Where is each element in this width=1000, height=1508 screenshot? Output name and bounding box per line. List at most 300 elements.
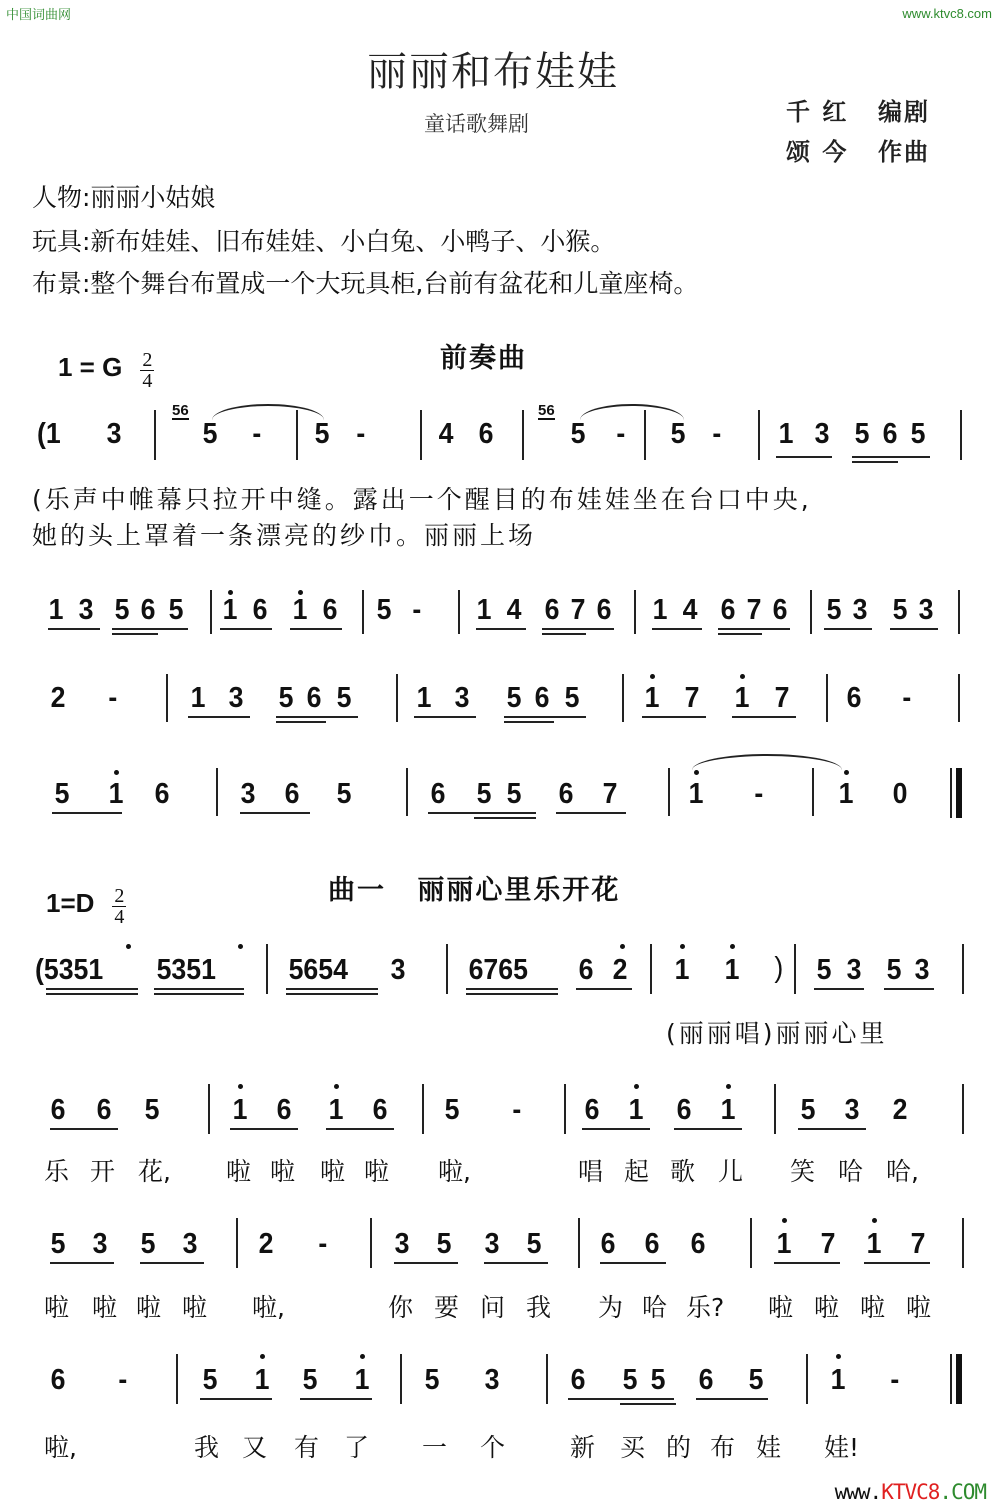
- note: 6: [676, 1094, 692, 1126]
- lyric-char: 哈: [642, 1293, 668, 1322]
- song1-lyric-line-3: [44, 1288, 944, 1324]
- note: 3: [814, 418, 830, 450]
- underline-eighth: [394, 1262, 458, 1264]
- note: 5: [424, 1364, 440, 1396]
- note: 3: [484, 1228, 500, 1260]
- note: 5: [506, 682, 522, 714]
- note: 7: [602, 778, 618, 810]
- underline-sixteenth: [46, 993, 138, 995]
- lyric-char: 我: [526, 1293, 552, 1322]
- note: 5: [302, 1364, 318, 1396]
- underline-eighth: [864, 1262, 930, 1264]
- song1-time-signature: $\frac{2}{4}$: [114, 885, 125, 928]
- barline: [960, 410, 962, 460]
- note: 3: [846, 954, 862, 986]
- lyric-char: 买: [620, 1433, 646, 1462]
- barline: [208, 1084, 210, 1134]
- note: 2: [892, 1094, 908, 1126]
- tie-slur: [692, 754, 842, 770]
- underline-sixteenth: [276, 721, 326, 723]
- barline: [958, 674, 960, 722]
- note: 5: [202, 418, 218, 450]
- note: -: [318, 1228, 328, 1260]
- note: 5: [910, 418, 926, 450]
- note: -: [512, 1094, 522, 1126]
- note: 1: [190, 682, 206, 714]
- underline-sixteenth: [466, 993, 558, 995]
- note: 6: [276, 1094, 292, 1126]
- lyric-char: 啦,: [44, 1433, 77, 1462]
- note: 6: [534, 682, 550, 714]
- note: 7: [684, 682, 700, 714]
- note: 5: [650, 1364, 666, 1396]
- note: 3: [390, 954, 406, 986]
- note: 5: [526, 1228, 542, 1260]
- underline-eighth: [428, 812, 536, 814]
- note: 5: [476, 778, 492, 810]
- lyric-char: 啦,: [438, 1157, 471, 1186]
- prelude-title: 前奏曲: [440, 343, 527, 374]
- barline: [216, 768, 218, 816]
- note: -: [890, 1364, 900, 1396]
- underline-sixteenth: [852, 461, 898, 463]
- prelude-key-signature: [58, 350, 154, 391]
- note: 3: [106, 418, 122, 450]
- note: 6: [644, 1228, 660, 1260]
- lyric-char: 啦: [270, 1157, 296, 1186]
- final-barline-thick: [956, 768, 962, 818]
- toys-line: 玩具:新布娃娃、旧布娃娃、小白兔、小鸭子、小猴。: [32, 227, 616, 256]
- underline-eighth: [230, 1128, 298, 1130]
- barline: [522, 410, 524, 460]
- song1-title: 曲一 丽丽心里乐开花: [328, 875, 621, 906]
- note: 6: [284, 778, 300, 810]
- note: 5: [114, 594, 130, 626]
- barline: [400, 1354, 402, 1404]
- barline: [826, 674, 828, 722]
- note: 2: [50, 682, 66, 714]
- lyric-char: 乐?: [686, 1293, 725, 1322]
- lyric-char: 啦: [364, 1157, 390, 1186]
- lyric-char: 问: [480, 1293, 506, 1322]
- high-octave-dot: [844, 770, 849, 775]
- underline-eighth: [576, 988, 632, 990]
- barline: [812, 768, 814, 816]
- high-octave-dot: [730, 944, 735, 949]
- lyric-char: 娃!: [824, 1433, 860, 1462]
- note: 6: [322, 594, 338, 626]
- underline-sixteenth: [286, 993, 378, 995]
- lyric-char: 啦: [906, 1293, 932, 1322]
- high-octave-dot: [694, 770, 699, 775]
- note: 5: [144, 1094, 160, 1126]
- note: 1: [628, 1094, 644, 1126]
- song1-lyric-line-4: [44, 1428, 944, 1464]
- note: 6: [50, 1094, 66, 1126]
- note: 1: [734, 682, 750, 714]
- note: -: [118, 1364, 128, 1396]
- note: 2: [612, 954, 628, 986]
- note: 6: [570, 1364, 586, 1396]
- note: 5: [854, 418, 870, 450]
- note: -: [412, 594, 422, 626]
- barline: [806, 1354, 808, 1404]
- underline-eighth: [718, 628, 790, 630]
- barline: [810, 590, 812, 634]
- high-octave-dot: [114, 770, 119, 775]
- note: 5: [816, 954, 832, 986]
- note: 0: [892, 778, 908, 810]
- high-octave-dot: [680, 944, 685, 949]
- underline-eighth: [696, 1398, 768, 1400]
- note: 5: [564, 682, 580, 714]
- underline-eighth: [46, 988, 138, 990]
- lyric-char: 啦: [320, 1157, 346, 1186]
- underline-eighth: [890, 628, 938, 630]
- underline-eighth: [600, 1262, 666, 1264]
- lyric-char: 起: [624, 1157, 650, 1186]
- underline-eighth: [300, 1398, 372, 1400]
- watermark-com: .COM: [939, 1480, 986, 1504]
- note: 5654: [288, 954, 348, 986]
- lyric-char: 新: [570, 1433, 596, 1462]
- lyric-char: 啦,: [252, 1293, 285, 1322]
- note: 5: [892, 594, 908, 626]
- credit-composer-name: 颂 今: [786, 137, 849, 166]
- note: 3: [240, 778, 256, 810]
- barline: [446, 944, 448, 994]
- barline: [962, 944, 964, 994]
- note: 1: [866, 1228, 882, 1260]
- lyric-char: 的: [666, 1433, 692, 1462]
- lyric-char: 开: [90, 1157, 116, 1186]
- underline-eighth: [50, 1128, 118, 1130]
- barline: [750, 1218, 752, 1268]
- underline-eighth: [48, 628, 100, 630]
- barline: [962, 1084, 964, 1134]
- barline: [774, 1084, 776, 1134]
- tie-slur: [212, 404, 324, 420]
- note: 5: [168, 594, 184, 626]
- stage-direction-1: (乐声中帷幕只拉开中缝。露出一个醒目的布娃娃坐在台口中央,: [32, 485, 812, 514]
- underline-sixteenth: [154, 993, 244, 995]
- underline-eighth: [852, 456, 930, 458]
- prelude-line-4: [30, 772, 970, 832]
- note: -: [754, 778, 764, 810]
- watermark-ktvc8: KTVC8: [881, 1480, 940, 1504]
- song1-key: 1=D: [46, 888, 95, 919]
- underline-eighth: [140, 1262, 204, 1264]
- note: 6: [584, 1094, 600, 1126]
- note: 7: [774, 682, 790, 714]
- page-title: 丽丽和布娃娃: [367, 49, 619, 95]
- lyric-char: 为: [598, 1293, 624, 1322]
- lyric-char: 笑: [790, 1157, 816, 1186]
- high-octave-dot: [634, 1084, 639, 1089]
- note: 5: [54, 778, 70, 810]
- note: -: [616, 418, 626, 450]
- note: 5: [278, 682, 294, 714]
- note: -: [712, 418, 722, 450]
- lyric-char: 布: [710, 1433, 736, 1462]
- underline-eighth: [774, 1262, 840, 1264]
- prelude-time-signature: $\frac{2}{4}$: [142, 349, 153, 392]
- note: 5: [800, 1094, 816, 1126]
- underline-sixteenth: [112, 633, 158, 635]
- watermark-top-left: 中国词曲网: [6, 8, 72, 23]
- underline-eighth: [652, 628, 702, 630]
- closing-parenthesis: ): [774, 952, 784, 984]
- high-octave-dot: [620, 944, 625, 949]
- high-octave-dot: [650, 674, 655, 679]
- scenery-line: 布景:整个舞台布置成一个大玩具柜,台前有盆花和儿童座椅。: [32, 269, 699, 298]
- note: 1: [232, 1094, 248, 1126]
- note: 6: [600, 1228, 616, 1260]
- high-octave-dot: [740, 674, 745, 679]
- note: 5: [506, 778, 522, 810]
- underline-eighth: [568, 1398, 674, 1400]
- note: 6765: [468, 954, 528, 986]
- note: 6: [578, 954, 594, 986]
- note: 1: [476, 594, 492, 626]
- prelude-line-1: [30, 402, 970, 470]
- watermark-www: www.: [834, 1480, 882, 1504]
- note: 1: [724, 954, 740, 986]
- note: 3: [918, 594, 934, 626]
- note: 7: [570, 594, 586, 626]
- note: (5351: [34, 954, 104, 986]
- underline-sixteenth: [718, 633, 762, 635]
- high-octave-dot: [782, 1218, 787, 1223]
- note: 6: [154, 778, 170, 810]
- note: -: [108, 682, 118, 714]
- note: 3: [914, 954, 930, 986]
- underline-eighth: [798, 1128, 866, 1130]
- note: 1: [674, 954, 690, 986]
- high-octave-dot: [726, 1084, 731, 1089]
- note: 5: [314, 418, 330, 450]
- note: 5: [202, 1364, 218, 1396]
- underline-eighth: [240, 812, 310, 814]
- note: 3: [454, 682, 470, 714]
- grace-notes: 56: [538, 402, 555, 419]
- lyric-char: 要: [434, 1293, 460, 1322]
- note: -: [356, 418, 366, 450]
- underline-eighth: [642, 716, 706, 718]
- lyric-char: 了: [344, 1433, 370, 1462]
- lyric-char: 个: [480, 1433, 506, 1462]
- high-octave-dot: [334, 1084, 339, 1089]
- note: 6: [772, 594, 788, 626]
- credit-writer: [786, 92, 930, 127]
- high-octave-dot: [238, 944, 243, 949]
- lyric-char: 哈: [838, 1157, 864, 1186]
- note: 6: [430, 778, 446, 810]
- underline-eighth: [884, 988, 934, 990]
- lyric-char: 哈,: [886, 1157, 919, 1186]
- underline-eighth: [200, 1398, 272, 1400]
- note: 3: [78, 594, 94, 626]
- note: 3: [92, 1228, 108, 1260]
- underline-eighth: [290, 628, 342, 630]
- underline-eighth: [286, 988, 378, 990]
- barline: [458, 590, 460, 634]
- note: 5: [748, 1364, 764, 1396]
- underline-sixteenth: [542, 633, 586, 635]
- barline: [296, 410, 298, 460]
- song1-line-3: [30, 1222, 970, 1282]
- lyric-char: 又: [242, 1433, 268, 1462]
- note: 5351: [156, 954, 216, 986]
- lyric-char: 啦: [860, 1293, 886, 1322]
- high-octave-dot: [126, 944, 131, 949]
- note: 3: [182, 1228, 198, 1260]
- note: 6: [252, 594, 268, 626]
- barline: [362, 590, 364, 634]
- note: 7: [820, 1228, 836, 1260]
- note: 5: [622, 1364, 638, 1396]
- barline: [546, 1354, 548, 1404]
- note: 1: [292, 594, 308, 626]
- lyric-char: 啦: [226, 1157, 252, 1186]
- note: 6: [96, 1094, 112, 1126]
- note: 1: [254, 1364, 270, 1396]
- underline-eighth: [542, 628, 614, 630]
- note: 4: [438, 418, 454, 450]
- stage-direction-2: 她的头上罩着一条漂亮的纱巾。丽丽上场: [32, 521, 537, 550]
- note: (1: [37, 418, 61, 450]
- prelude-line-3: [30, 678, 970, 738]
- barline: [644, 410, 646, 460]
- note: 6: [306, 682, 322, 714]
- note: 1: [354, 1364, 370, 1396]
- note: 6: [846, 682, 862, 714]
- lyric-char: 啦: [136, 1293, 162, 1322]
- note: 1: [688, 778, 704, 810]
- underline-eighth: [814, 988, 864, 990]
- underline-eighth: [188, 716, 250, 718]
- underline-eighth: [476, 628, 526, 630]
- barline: [210, 590, 212, 634]
- note: 3: [484, 1364, 500, 1396]
- high-octave-dot: [836, 1354, 841, 1359]
- underline-eighth: [326, 1128, 394, 1130]
- barline: [668, 768, 670, 816]
- high-octave-dot: [260, 1354, 265, 1359]
- watermark-bottom-right: [835, 1480, 986, 1504]
- song1-key-signature: [46, 886, 126, 927]
- final-barline-thick: [956, 1354, 962, 1404]
- note: 5: [140, 1228, 156, 1260]
- note: 6: [882, 418, 898, 450]
- note: 5: [886, 954, 902, 986]
- high-octave-dot: [238, 1084, 243, 1089]
- lyric-char: 有: [294, 1433, 320, 1462]
- note: 1: [830, 1364, 846, 1396]
- credit-composer-role: 作曲: [878, 137, 930, 166]
- barline: [236, 1218, 238, 1268]
- lyric-char: 啦: [92, 1293, 118, 1322]
- underline-eighth: [824, 628, 872, 630]
- underline-sixteenth: [504, 721, 554, 723]
- underline-eighth: [674, 1128, 742, 1130]
- underline-sixteenth: [620, 1403, 676, 1405]
- underline-eighth: [112, 628, 188, 630]
- credit-writer-name: 千 红: [786, 97, 849, 126]
- note: 6: [720, 594, 736, 626]
- grace-notes: 56: [172, 402, 189, 419]
- note: 5: [436, 1228, 452, 1260]
- underline-eighth: [732, 716, 796, 718]
- barline: [406, 768, 408, 816]
- note: -: [252, 418, 262, 450]
- note: 5: [570, 418, 586, 450]
- underline-eighth: [52, 812, 122, 814]
- note: 6: [690, 1228, 706, 1260]
- lyric-char: 你: [388, 1293, 414, 1322]
- barline: [958, 590, 960, 634]
- note: 7: [746, 594, 762, 626]
- note: 1: [838, 778, 854, 810]
- final-barline-thin: [950, 1354, 952, 1404]
- note: 1: [48, 594, 64, 626]
- barline: [266, 944, 268, 994]
- barline: [650, 944, 652, 994]
- note: 6: [478, 418, 494, 450]
- barline: [154, 410, 156, 460]
- song1-line-4: [30, 1358, 970, 1418]
- lyric-char: 啦: [814, 1293, 840, 1322]
- note: 6: [558, 778, 574, 810]
- subtitle: 童话歌舞剧: [424, 112, 529, 136]
- note: 5: [336, 682, 352, 714]
- note: 1: [720, 1094, 736, 1126]
- lyric-char: 花,: [138, 1157, 171, 1186]
- note: 3: [844, 1094, 860, 1126]
- note: 1: [416, 682, 432, 714]
- note: 6: [596, 594, 612, 626]
- credit-writer-role: 编剧: [878, 97, 930, 126]
- lyric-char: 啦: [182, 1293, 208, 1322]
- barline: [396, 674, 398, 722]
- note: 6: [544, 594, 560, 626]
- barline: [420, 410, 422, 460]
- underline-eighth: [276, 716, 358, 718]
- note: 6: [372, 1094, 388, 1126]
- high-octave-dot: [360, 1354, 365, 1359]
- underline-eighth: [220, 628, 272, 630]
- song1-lyric-line-2: [44, 1152, 944, 1188]
- note: 6: [140, 594, 156, 626]
- note: -: [902, 682, 912, 714]
- lyric-char: 乐: [44, 1157, 70, 1186]
- barline: [176, 1354, 178, 1404]
- note: 1: [778, 418, 794, 450]
- note: 6: [50, 1364, 66, 1396]
- note: 5: [50, 1228, 66, 1260]
- underline-eighth: [414, 716, 476, 718]
- song1-lyric-line-1: (丽丽唱)丽丽心里: [666, 1019, 888, 1048]
- song1-line-1: [30, 948, 970, 1008]
- note: 3: [852, 594, 868, 626]
- barline: [564, 1084, 566, 1134]
- barline: [758, 410, 760, 460]
- underline-eighth: [776, 456, 832, 458]
- note: 7: [910, 1228, 926, 1260]
- lyric-char: 我: [194, 1433, 220, 1462]
- note: 4: [682, 594, 698, 626]
- barline: [166, 674, 168, 722]
